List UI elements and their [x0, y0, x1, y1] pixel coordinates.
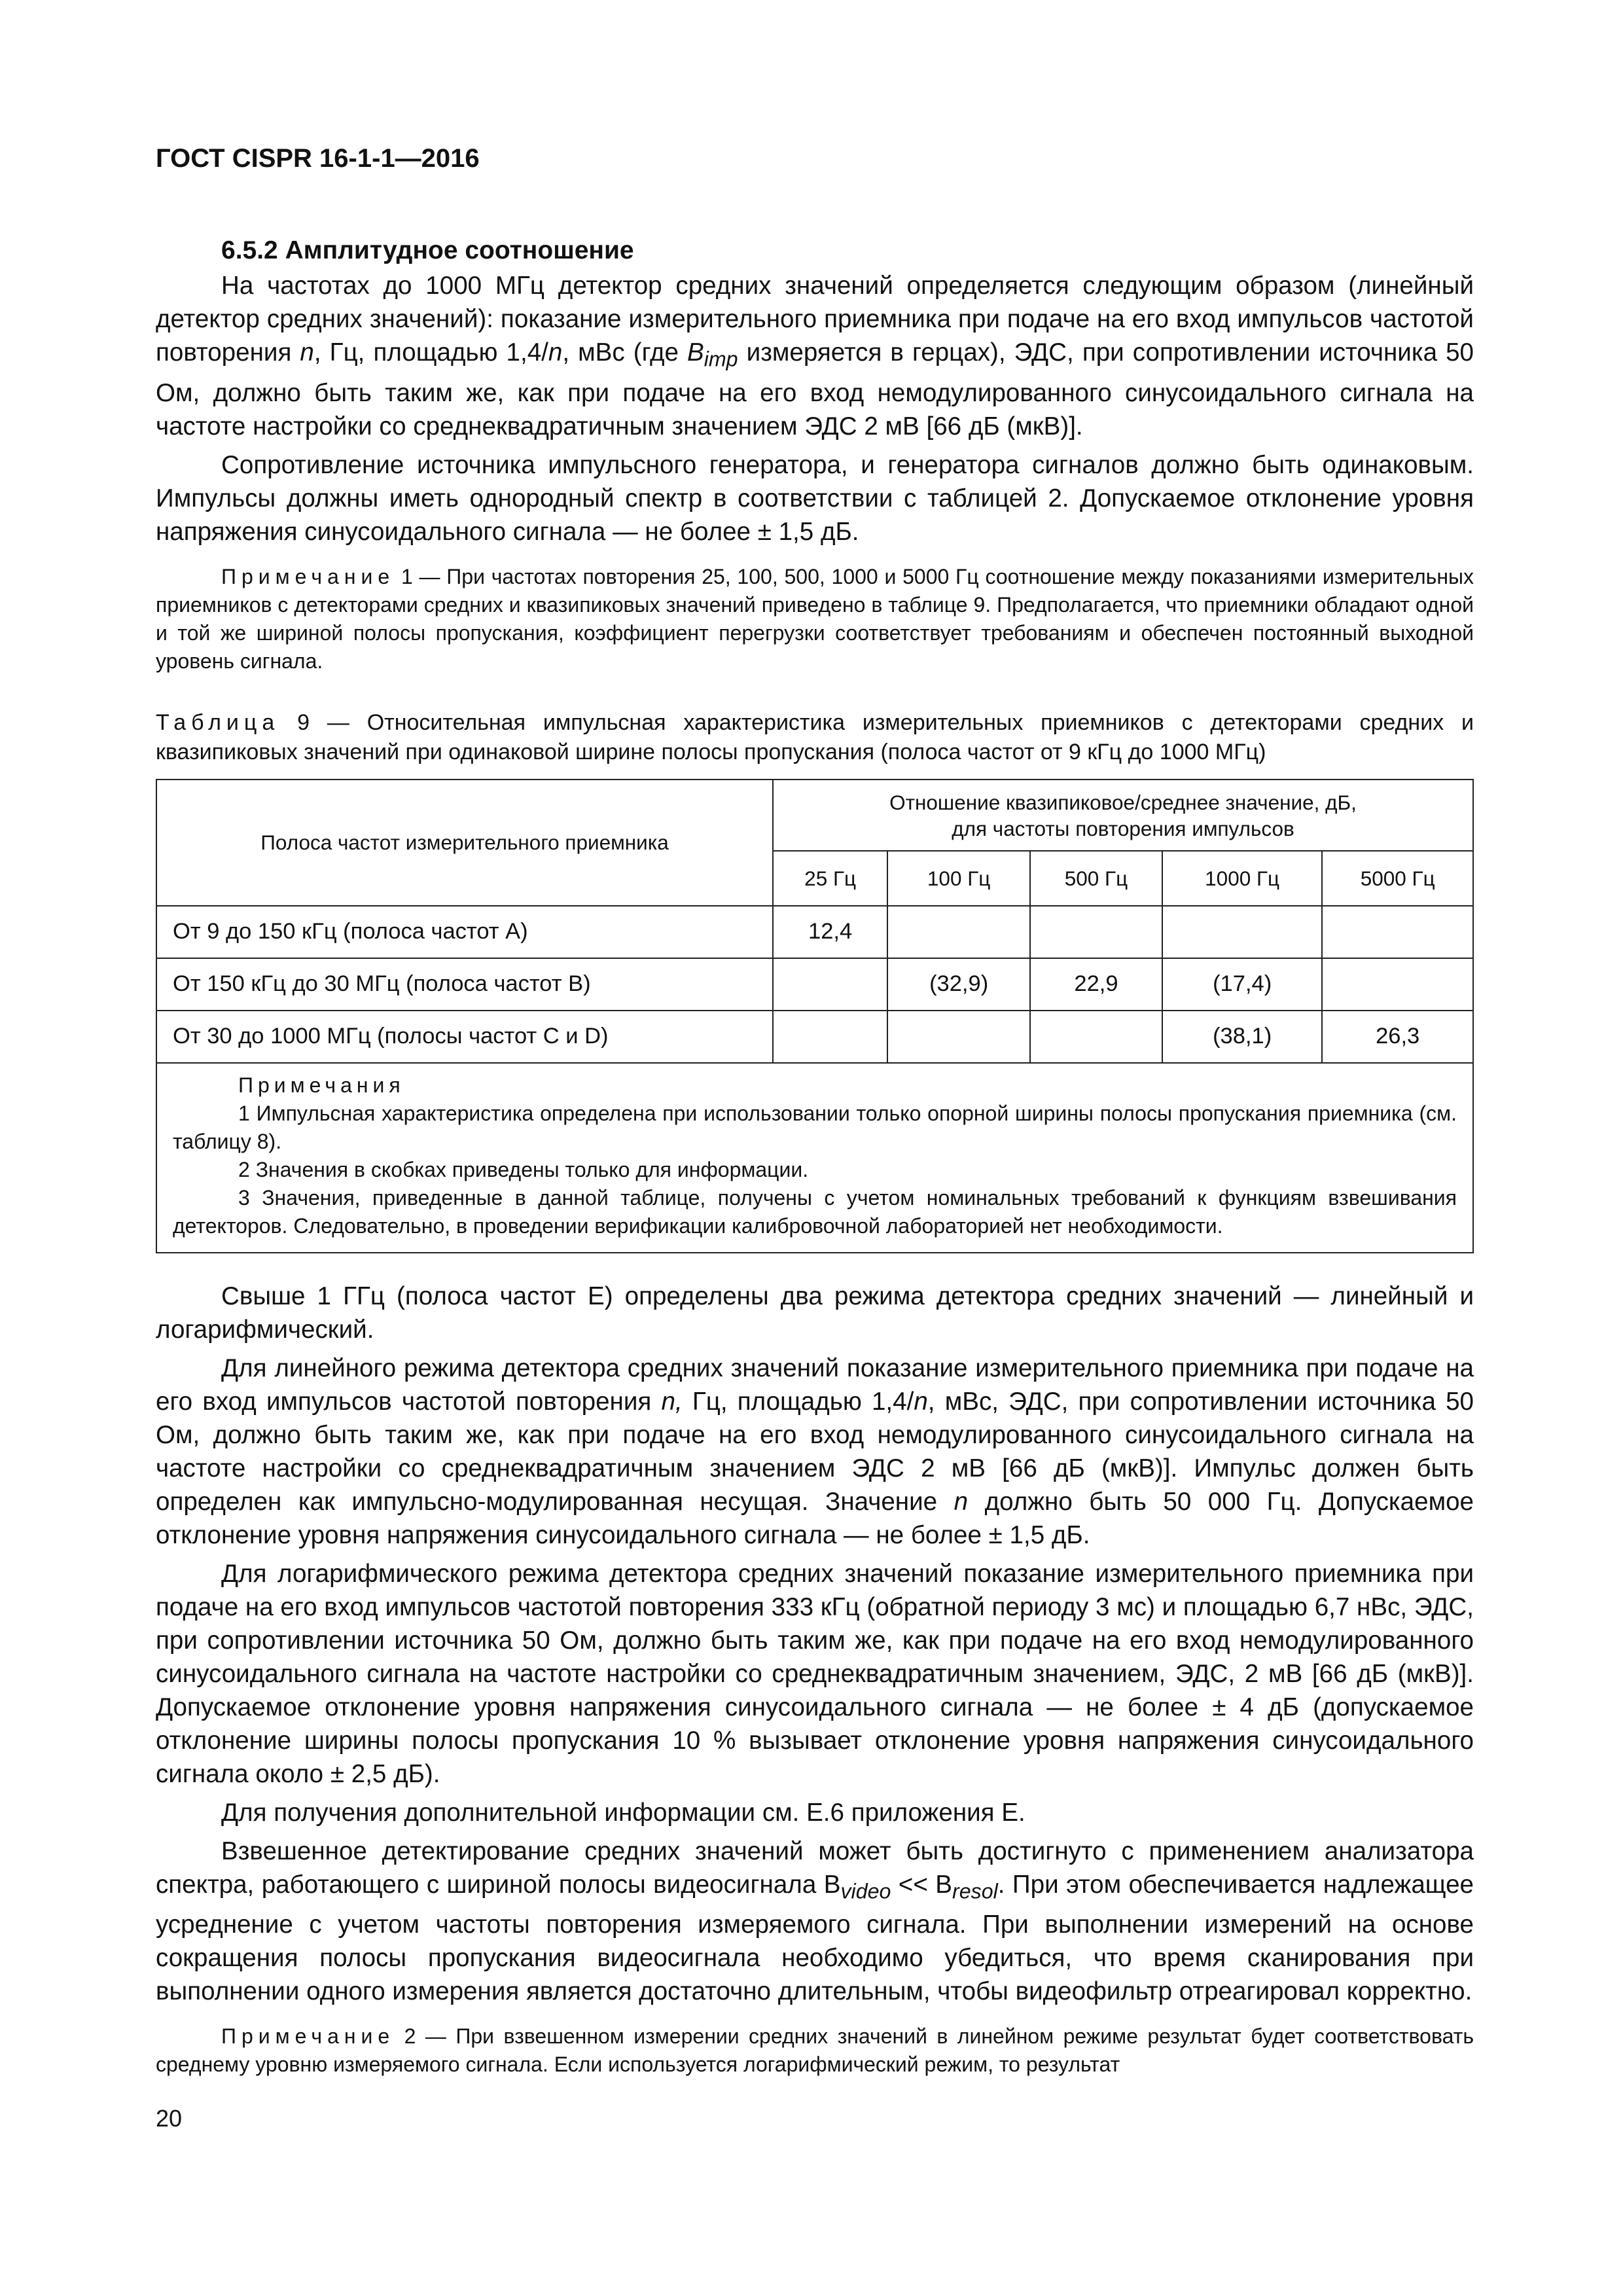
note-1: Примечание 1 — При частотах повторения 25, 100, 500, 1000 и 5000 Гц соотношение между показаниями измерительных приемников с детекторами средних и квазипиковых значений приведено в таблице 9. Предполагается, что приемники обладают одной и той же шириной полосы пропускания, коэффициент перегрузки соответствует требованиям и обеспечен постоянный выходной уровень сигнала.: [156, 564, 1474, 673]
table-caption: Таблица 9 — Относительная импульсная характеристика измерительных приемников с детекторами средних и квазипиковых значений при одинаковой ширине полосы пропускания (полоса частот от 9 кГц до 1000 МГц): [156, 709, 1474, 764]
table-cell-band: От 9 до 150 кГц (полоса частот А): [156, 906, 773, 958]
paragraph-7: Взвешенное детектирование средних значений может быть достигнуто с применением анализатора спектра, работающего с шириной полосы видеосигнала $B_{video} << B_{resol}$. При этом обеспечивается надлежащее усреднение с учетом частоты повторения измеряемого сигнала. При выполнении измерений на основе сокращения полосы пропускания видеосигнала необходимо убедиться, что время сканирования при выполнении одного измерения является достаточно длительным, чтобы видеофильтр отреагировал корректно.: [156, 1837, 1474, 2006]
table-cell: [1162, 906, 1322, 958]
note-2: Примечание 2 — При взвешенном измерении средних значений в линейном режиме результат будет соответствовать среднему уровню измеряемого сигнала. Если используется логарифмический режим, то результат: [156, 2024, 1474, 2077]
paragraph-5: Для логарифмического режима детектора средних значений показание измерительного приемника при подаче на его вход импульсов частотой повторения 333 кГц (обратной периоду 3 мс) и площадью 6,7 нВс, ЭДС, при сопротивлении источника 50 Ом, должно быть таким же, как при подаче на его вход немодулированного синусоидального сигнала на частоте настройки со среднеквадратичным значением, ЭДС, 2 мВ [66 дБ (мкВ)]. Допускаемое отклонение уровня напряжения синусоидального сигнала — не более ± 4 дБ (допускаемое отклонение ширины полосы пропускания 10 % вызывает отклонение уровня напряжения синусоидального сигнала около ± 2,5 дБ).: [156, 1559, 1474, 1788]
note-label: Примечание: [221, 2024, 395, 2049]
table-cell: [1030, 906, 1162, 958]
paragraph-2: Сопротивление источника импульсного генератора, и генератора сигналов должно быть одинаковым. Импульсы должны иметь однородный спектр в соответствии с таблицей 2. Допускаемое отклонение уровня напряжения синусоидального сигнала — не более ± 1,5 дБ.: [156, 450, 1474, 546]
table-cell: (38,1): [1162, 1011, 1322, 1063]
paragraph-4: Для линейного режима детектора средних значений показание измерительного приемника при подаче на его вход импульсов частотой повторения n, Гц, площадью 1,4/n, мВс, ЭДС, при сопротивлении источника 50 Ом, должно быть таким же, как при подаче на его вход немодулированного синусоидального сигнала на частоте настройки со среднеквадратичным значением ЭДС 2 мВ [66 дБ (мкВ)]. Импульс должен быть определен как импульсно-модулированная несущая. Значение n должно быть 50 000 Гц. Допускаемое отклонение уровня напряжения синусоидального сигнала — не более ± 1,5 дБ.: [156, 1354, 1474, 1549]
column-header-freq: 500 Гц: [1030, 851, 1162, 905]
table-cell: [1322, 906, 1473, 958]
note-label: Примечание: [221, 564, 395, 588]
paragraph-1: На частотах до 1000 МГц детектор средних значений определяется следующим образом (линейный детектор средних значений): показание измерительного приемника при подаче на его вход импульсов частотой повторения n, Гц, площадью 1,4/n, мВс (где $B_{imp}$ измеряется в герцах), ЭДС, при сопротивлении источника 50 Ом, должно быть таким же, как при подаче на его вход немодулированного синусоидального сигнала на частоте настройки со среднеквадратичным значением ЭДС 2 мВ [66 дБ (мкВ)].: [156, 272, 1474, 440]
document-header: ГОСТ CISPR 16-1-1—2016: [156, 144, 480, 173]
column-header-freq: 5000 Гц: [1322, 851, 1473, 905]
column-header-freq: 100 Гц: [887, 851, 1030, 905]
table-cell: (17,4): [1162, 958, 1322, 1011]
paragraph-6: Для получения дополнительной информации см. Е.6 приложения Е.: [221, 1798, 1026, 1827]
document-page: [156, 144, 1474, 2132]
table-cell: [773, 958, 887, 1011]
table-note: 1 Импульсная характеристика определена при использовании только опорной ширины полосы пропускания приемника (см. таблицу 8).: [173, 1101, 1457, 1153]
table-row: [156, 1011, 1473, 1063]
data-table: [156, 779, 1474, 1253]
table-cell: 22,9: [1030, 958, 1162, 1011]
column-header-band: Полоса частот измерительного приемника: [156, 780, 773, 906]
table-cell: [887, 906, 1030, 958]
page-number: 20: [156, 2105, 183, 2132]
column-group-header: Отношение квазипиковое/среднее значение, дБ, для частоты повторения импульсов: [773, 780, 1473, 852]
table-notes-title: Примечания: [238, 1073, 405, 1097]
body-text-block: [156, 1280, 1474, 2079]
table-row: [156, 958, 1473, 1011]
table-cell: [887, 1011, 1030, 1063]
table-note: 2 Значения в скобках приведены только для информации.: [238, 1157, 809, 1181]
table-cell: 12,4: [773, 906, 887, 958]
table-cell: [773, 1011, 887, 1063]
column-header-freq: 25 Гц: [773, 851, 887, 905]
table-cell: 26,3: [1322, 1011, 1473, 1063]
table-cell: [1030, 1011, 1162, 1063]
table-cell-band: От 30 до 1000 МГц (полосы частот С и D): [156, 1011, 773, 1063]
section-title: 6.5.2 Амплитудное соотношение: [221, 236, 634, 264]
table-notes: [156, 1063, 1473, 1253]
table-cell: [1322, 958, 1473, 1011]
table-note: 3 Значения, приведенные в данной таблице, получены с учетом номинальных требований к функциям взвешивания детекторов. Следовательно, в проведении верификации калибровочной лабораторией нет необходимости.: [173, 1185, 1457, 1238]
table-row: [156, 906, 1473, 958]
column-header-freq: 1000 Гц: [1162, 851, 1322, 905]
table-cell: (32,9): [887, 958, 1030, 1011]
paragraph-3: Свыше 1 ГГц (полоса частот Е) определены два режима детектора средних значений — линейный и логарифмический.: [156, 1282, 1474, 1344]
table-cell-band: От 150 кГц до 30 МГц (полоса частот В): [156, 958, 773, 1011]
table-caption-label: Таблица: [156, 709, 280, 735]
